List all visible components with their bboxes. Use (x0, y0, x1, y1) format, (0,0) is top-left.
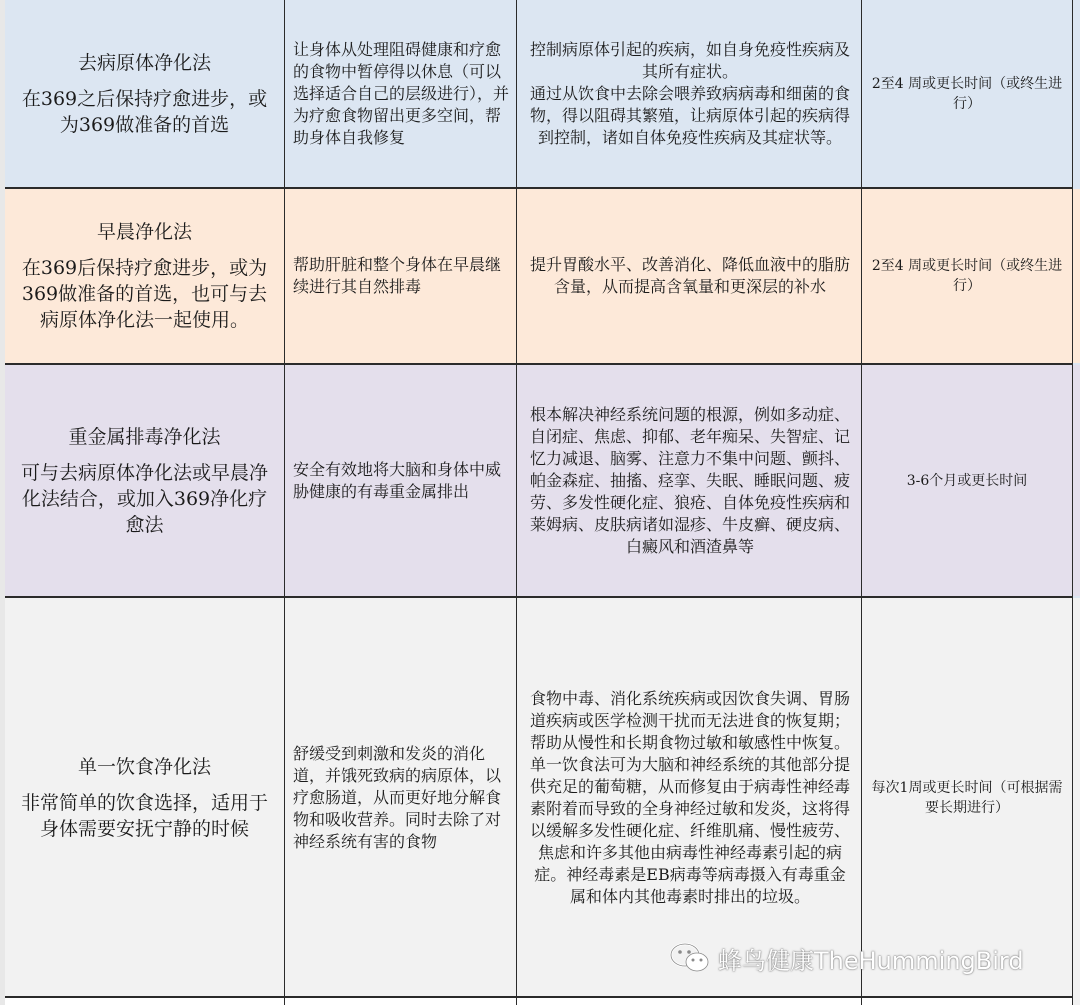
wechat-icon (668, 940, 712, 976)
cleanse-name-cell (5, 0, 285, 187)
cleanse-name-cell (5, 598, 285, 998)
purpose-cell: 安全有效地将大脑和身体中威胁健康的有毒重金属排出 (285, 365, 517, 596)
empty-cell (517, 998, 862, 1005)
purpose-cell: 舒缓受到刺激和发炎的消化道，并饿死致病的病原体，以疗愈肠道，从而更好地分解食物和吸收营养。同时去除了对神经系统有害的食物 (285, 598, 517, 998)
cleanse-name-cell (5, 365, 285, 596)
strip-segment (1073, 598, 1080, 1005)
cleanse-description: 在369后保持疗愈进步，或为369做准备的首选，也可与去病原体净化法一起使用。 (21, 257, 268, 331)
cleanse-name: 单一饮食净化法 (77, 756, 211, 778)
cleanse-description: 在369之后保持疗愈进步，或为369做准备的首选 (21, 87, 268, 136)
table-row (5, 0, 1073, 187)
effects-paragraph: 根本解决神经系统问题的根源，例如多动症、自闭症、焦虑、抑郁、老年痴呆、失智症、记忆力减退、脑雾、注意力不集中问题、颤抖、帕金森症、抽搐、痉挛、失眠、睡眠问题、疲劳、多发性硬化症、狼疮、自体免疫性疾病和莱姆病、皮肤病诸如湿疹、牛皮癣、硬皮病、白癜风和酒渣鼻等 (529, 404, 850, 556)
effects-cell (517, 365, 862, 596)
effects-paragraph: 提升胃酸水平、改善消化、降低血液中的脂肪含量，从而提高含氧量和更深层的补水 (529, 255, 850, 296)
watermark-text: 蜂鸟健康TheHummingBird (718, 946, 1024, 975)
effects-cell (517, 189, 862, 363)
duration-cell: 每次1周或更长时间（可根据需要长期进行） (862, 598, 1073, 998)
empty-cell (862, 998, 1073, 1005)
effects-paragraph: 控制病原体引起的疾病，如自身免疫性疾病及其所有症状。 (529, 39, 850, 81)
duration-cell: 2至4 周或更长时间（或终生进行） (862, 189, 1073, 363)
effects-paragraph: 单一饮食法可为大脑和神经系统的其他部分提供充足的葡萄糖，从而修复由于病毒性神经毒素附着而导致的全身神经过敏和发炎，这将得以缓解多发性硬化症、纤维肌痛、慢性疲劳、焦虑和许多其他由病毒性神经毒素引起的病症。神经毒素是EB病毒等病毒摄入有毒重金属和体内其他毒素时排出的垃圾。 (529, 755, 850, 906)
table-row (5, 189, 1073, 363)
cleanse-name-cell (5, 189, 285, 363)
next-row-partial (5, 998, 1073, 1005)
cleanse-name: 重金属排毒净化法 (68, 425, 221, 448)
table-row (5, 365, 1073, 596)
duration-cell: 2至4 周或更长时间（或终生进行） (862, 0, 1073, 187)
strip-segment (1073, 365, 1080, 596)
cleanse-description: 可与去病原体净化法或早晨净化法结合，或加入369净化疗愈法 (20, 461, 268, 536)
effects-paragraph: 食物中毒、消化系统疾病或因饮食失调、胃肠道疾病或医学检测干扰而无法进食的恢复期；帮助从慢性和长期食物过敏和敏感性中恢复。 (529, 689, 850, 752)
cleanse-name: 早晨净化法 (96, 221, 192, 243)
empty-cell (5, 998, 285, 1005)
strip-segment (1073, 189, 1080, 363)
purpose-cell: 帮助肝脏和整个身体在早晨继续进行其自然排毒 (285, 189, 517, 363)
duration-cell: 3-6个月或更长时间 (862, 365, 1073, 596)
watermark (668, 938, 1024, 978)
effects-paragraph: 通过从饮食中去除会喂养致病病毒和细菌的食物，得以阻碍其繁殖，让病原体引起的疾病得到控制，诸如自体免疫性疾病及其症状等。 (529, 83, 850, 147)
cleanse-description: 非常简单的饮食选择，适用于身体需要安抚宁静的时候 (20, 792, 268, 840)
purpose-cell: 让身体从处理阻碍健康和疗愈的食物中暂停得以休息（可以选择适合自己的层级进行），并为疗愈食物留出更多空间，帮助身体自我修复 (285, 0, 517, 187)
effects-cell (517, 0, 862, 187)
empty-cell (285, 998, 517, 1005)
right-edge-strip (1073, 0, 1080, 1005)
cleanse-name: 去病原体净化法 (77, 51, 211, 74)
